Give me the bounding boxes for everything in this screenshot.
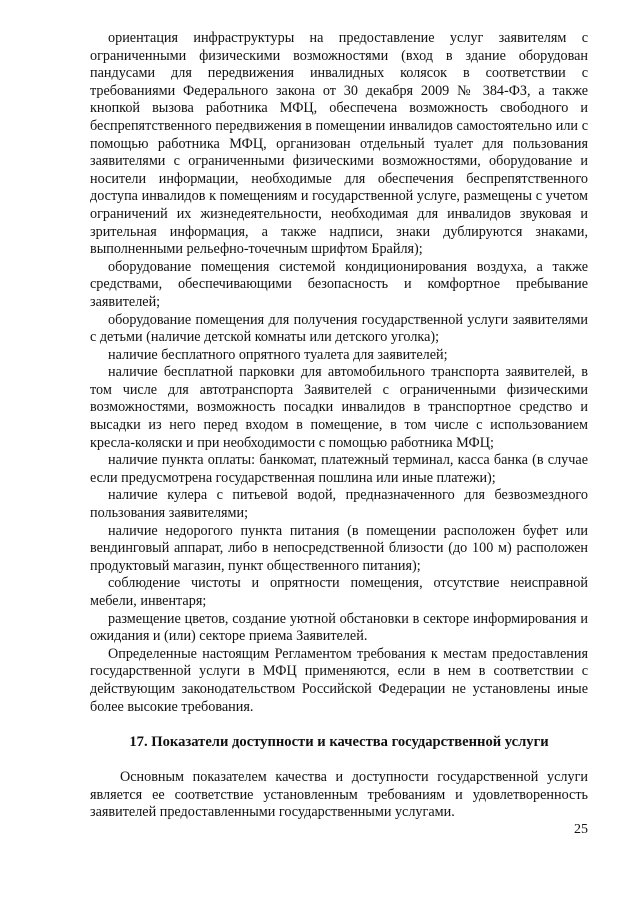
paragraph-quality-indicator: Основным показателем качества и доступности государственной услуги является ее соответствие установленным требованиям и удовлетворенность заявителей предоставленными государственными услугами. <box>90 769 588 821</box>
paragraph-air-conditioning: оборудование помещения системой кондиционирования воздуха, а также средствами, обеспечивающими безопасность и комфортное пребывание заявителей; <box>90 258 588 310</box>
paragraph-payment-point: наличие пункта оплаты: банкомат, платежный терминал, касса банка (в случае если предусмотрена государственная пошлина или иные платежи); <box>90 452 588 486</box>
section-heading: 17. Показатели доступности и качества государственной услуги <box>129 734 549 751</box>
body-text <box>90 30 588 716</box>
paragraph-cleanliness: соблюдение чистоты и опрятности помещения, отсутствие неисправной мебели, инвентаря; <box>90 575 588 609</box>
paragraph-children-room: оборудование помещения для получения государственной услуги заявителями с детьми (наличие детской комнаты или детского уголка); <box>90 311 588 346</box>
paragraph-toilet: наличие бесплатного опрятного туалета для заявителей; <box>108 346 448 363</box>
page-number: 25 <box>574 822 588 837</box>
paragraph-parking: наличие бесплатной парковки для автомобильного транспорта заявителей, в том числе для автотранспорта Заявителей с ограниченными физическими возможностями, возможность посадки инвалидов в транспортное средство и высадки из него перед входом в помещение, в том числе с использованием кресла-коляски и при необходимости с помощью работника МФЦ; <box>90 364 588 451</box>
paragraph-infrastructure: ориентация инфраструктуры на предоставление услуг заявителям с ограниченными физическими возможностями (вход в здание оборудован пандусами для передвижения инвалидных колясок в соответствии с требованиями Федерального закона от 30 декабря 2009 № 384-ФЗ, а также кнопкой вызова работника МФЦ, обеспечена возможность свободного и беспрепятственного передвижения в помещении инвалидов самостоятельно или с помощью работника МФЦ, организован отдельный туалет для пользования заявителями с ограниченными физическими возможностями, оборудование и носители информации, необходимые для обеспечения беспрепятственного доступа инвалидов к помещениям и государственной услуге, размещены с учетом ограничений их жизнедеятельности, необходимая для инвалидов звуковая и зрительная информация, а также надписи, знаки дублируются знаками, выполненными рельефно-точечным шрифтом Брайля); <box>90 30 588 258</box>
paragraph-requirements: Определенные настоящим Регламентом требования к местам предоставления государственной услуги в МФЦ применяются, если в нем в соответствии с действующим законодательством Российской Федерации не установлены иные более высокие требования. <box>90 645 588 715</box>
paragraph-flowers: размещение цветов, создание уютной обстановки в секторе информирования и ожидания и (или) секторе приема Заявителей. <box>90 610 588 645</box>
paragraph-water-cooler: наличие кулера с питьевой водой, предназначенного для безвозмездного пользования заявителями; <box>90 487 588 522</box>
paragraph-food-point: наличие недорогого пункта питания (в помещении расположен буфет или вендинговый аппарат, либо в непосредственной близости (до 100 м) расположен продуктовый магазин, пункт общественного питания); <box>90 522 588 574</box>
